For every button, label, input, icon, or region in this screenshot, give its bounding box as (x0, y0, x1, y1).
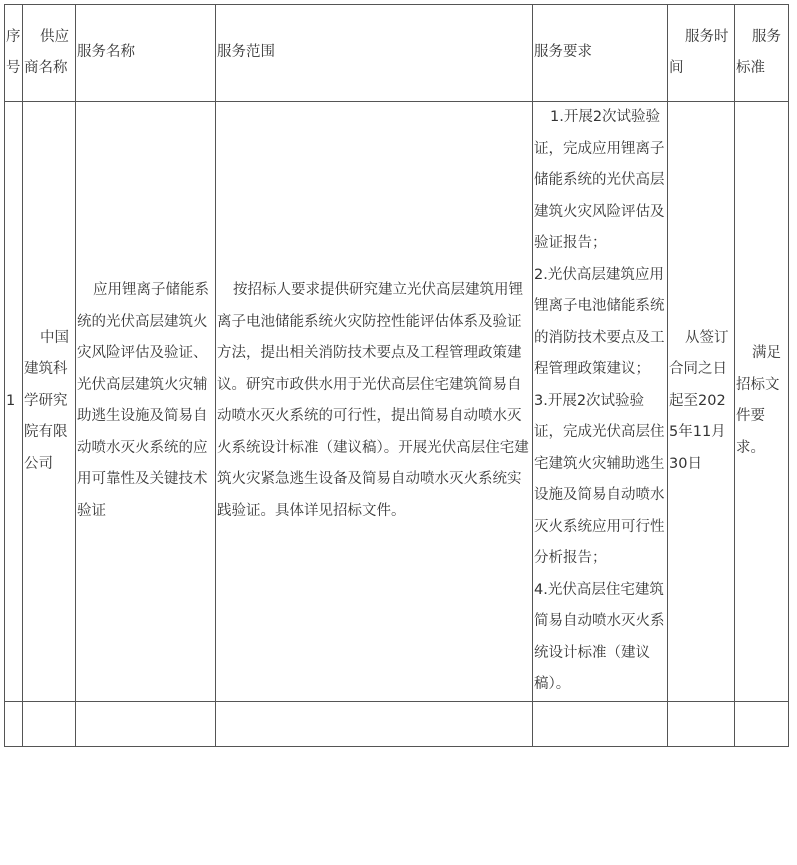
cell-supplier: 中国建筑科学研究院有限公司 (23, 102, 76, 702)
header-service-standard: 服务标准 (735, 5, 789, 102)
header-row (5, 5, 789, 102)
requirement-item-3: 3.开展2次试验验证，完成光伏高层住宅建筑火灾辅助逃生设施及简易自动喷水灭火系统应用可行性分析报告； (534, 392, 665, 566)
header-seq: 序号 (5, 5, 23, 102)
procurement-table (4, 4, 789, 747)
requirement-item-4: 4.光伏高层住宅建筑简易自动喷水灭火系统设计标准（建议稿）。 (534, 581, 665, 692)
cell-seq: 1 (5, 102, 23, 702)
requirement-item-2: 2.光伏高层建筑应用锂离子电池储能系统的消防技术要点及工程管理政策建议； (534, 266, 665, 377)
empty-cell (216, 701, 533, 746)
header-service-requirements: 服务要求 (533, 5, 668, 102)
empty-cell (23, 701, 76, 746)
table-row (5, 102, 789, 702)
header-service-time: 服务时间 (668, 5, 735, 102)
header-supplier: 供应商名称 (23, 5, 76, 102)
empty-row (5, 701, 789, 746)
cell-service-scope: 按招标人要求提供研究建立光伏高层建筑用锂离子电池储能系统火灾防控性能评估体系及验证方法，提出相关消防技术要点及工程管理政策建议。研究市政供水用于光伏高层住宅建筑简易自动喷水灭火系统的可行性，提出简易自动喷水灭火系统设计标准（建议稿）。开展光伏高层住宅建筑火灾紧急逃生设备及简易自动喷水灭火系统实践验证。具体详见招标文件。 (216, 102, 533, 702)
cell-service-time: 从签订合同之日起至2025年11月30日 (668, 102, 735, 702)
header-service-scope: 服务范围 (216, 5, 533, 102)
empty-cell (735, 701, 789, 746)
requirement-item-1: 1.开展2次试验验证，完成应用锂离子储能系统的光伏高层建筑火灾风险评估及验证报告； (534, 109, 665, 251)
header-service-name: 服务名称 (76, 5, 216, 102)
empty-cell (76, 701, 216, 746)
empty-cell (668, 701, 735, 746)
empty-cell (533, 701, 668, 746)
cell-service-name: 应用锂离子储能系统的光伏高层建筑火灾风险评估及验证、光伏高层建筑火灾辅助逃生设施及简易自动喷水灭火系统的应用可靠性及关键技术验证 (76, 102, 216, 702)
cell-service-requirements (533, 102, 668, 702)
cell-service-standard: 满足招标文件要求。 (735, 102, 789, 702)
empty-cell (5, 701, 23, 746)
